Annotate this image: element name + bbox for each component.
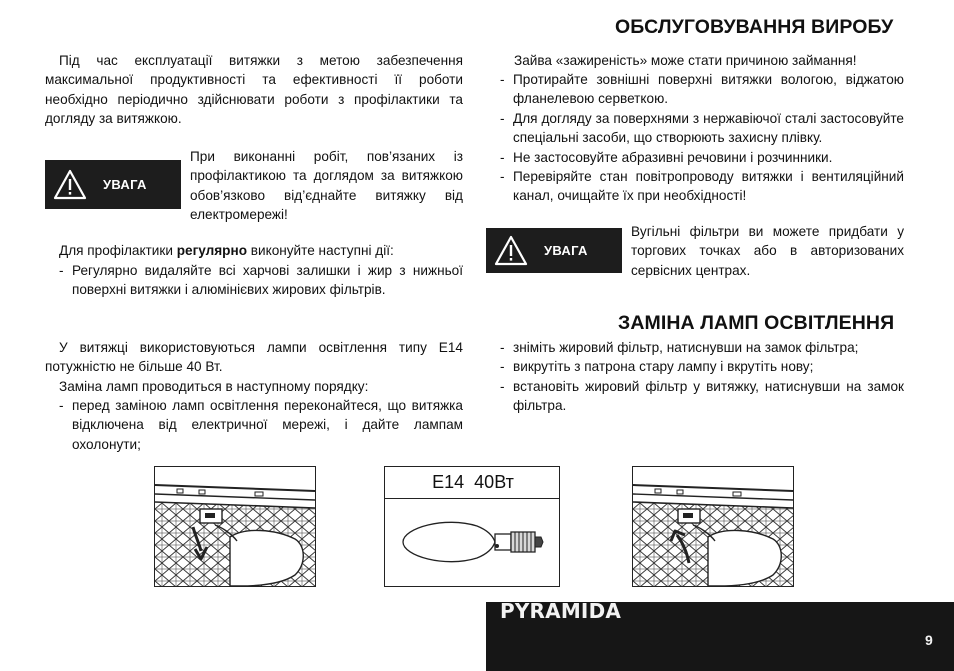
warning-label: УВАГА	[103, 177, 147, 192]
hood-filter-install-illustration	[633, 467, 793, 586]
list-item: - Для догляду за поверхнями з нержавіючої сталі застосовуйте спеціальні засоби, що створюють захисну плівку.	[500, 109, 904, 148]
warning-triangle-icon	[494, 235, 528, 267]
warning-badge-left	[45, 160, 181, 209]
care-list	[500, 70, 904, 206]
lamps-type-text: У витяжці використовуються лампи освітлення типу Е14 потужністю не більше 40 Вт.	[45, 340, 463, 375]
hood-filter-remove-illustration	[155, 467, 315, 586]
list-item: - зніміть жировий фільтр, натиснувши на замок фільтра;	[500, 338, 904, 357]
warning-triangle-icon	[53, 169, 87, 201]
list-item: - встановіть жировий фільтр у витяжку, натиснувши на замок фільтра.	[500, 377, 904, 416]
brand-logo: PYRAMIDA	[500, 599, 622, 623]
lamps-precaution-list	[59, 396, 463, 454]
lamps-paragraph	[45, 338, 463, 396]
section-title-lamps: ЗАМІНА ЛАМП ОСВІТЛЕННЯ	[618, 312, 895, 334]
figure-remove-filter	[154, 466, 316, 587]
bulb-label-box	[385, 467, 560, 499]
regular-list	[59, 261, 463, 300]
figure-bulb	[384, 466, 560, 587]
candle-bulb-icon	[385, 498, 559, 586]
bulb-type-label: E14 40Вт	[432, 472, 514, 492]
page-number: 9	[925, 632, 933, 648]
footer-bar	[486, 599, 954, 671]
list-item: - Не застосовуйте абразивні речовини і розчинники.	[500, 148, 904, 167]
warning-badge-right	[486, 228, 622, 273]
warning-text-right: Вугільні фільтри ви можете придбати у торгових точках або в авторизованих сервісних центрах.	[631, 224, 904, 278]
lamps-order-text: Заміна ламп проводиться в наступному порядку:	[59, 378, 369, 394]
figure-install-filter	[632, 466, 794, 587]
intro-paragraph	[45, 51, 463, 129]
lamp-steps-list	[500, 338, 904, 416]
fat-note: Зайва «зажиреність» може стати причиною займання!	[514, 53, 857, 68]
section-title-maintenance: ОБСЛУГОВУВАННЯ ВИРОБУ	[615, 16, 894, 38]
list-item: - перед заміною ламп освітлення переконайтеся, що витяжка відключена від електричної мережі, і дайте лампам охолонути;	[59, 396, 463, 454]
regular-prefix: Для профілактики	[59, 243, 177, 258]
regular-suffix: виконуйте наступні дії:	[247, 243, 394, 258]
list-item: - Регулярно видаляйте всі харчові залишки і жир з нижньої поверхні витяжки і алюмінієвих жирових фільтрів.	[59, 261, 463, 300]
list-item: - Протирайте зовнішні поверхні витяжки вологою, віджатою фланелевою серветкою.	[500, 70, 904, 109]
warning-label: УВАГА	[544, 243, 588, 258]
regular-bold: регулярно	[176, 243, 247, 258]
warning-text-left: При виконанні робіт, пов’язаних із профілактикою та доглядом за витяжкою обов’язково від’єднайте витяжку від електромережі!	[190, 149, 463, 223]
list-item: - викрутіть з патрона стару лампу і вкрутіть нову;	[500, 357, 904, 376]
list-item: - Перевіряйте стан повітропроводу витяжки і вентиляційний канал, очищайте їх при необхідності!	[500, 167, 904, 206]
intro-text: Під час експлуатації витяжки з метою забезпечення максимальної продуктивності та ефективності її роботи необхідно періодично здійснювати роботи з профілактики та догляду за витяжкою.	[45, 53, 463, 127]
regular-intro	[59, 241, 463, 260]
